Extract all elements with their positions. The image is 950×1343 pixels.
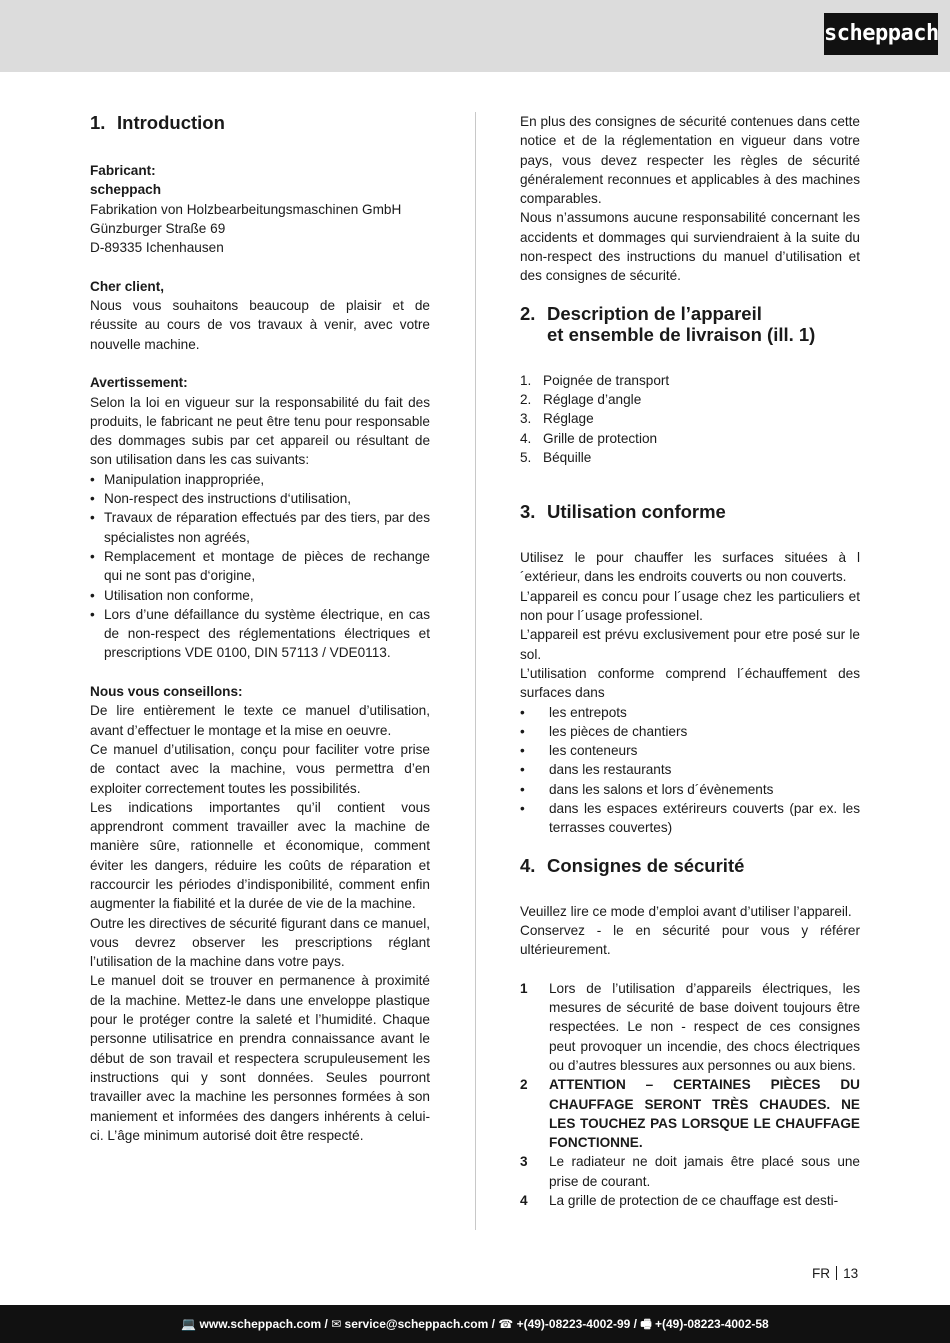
header-band xyxy=(0,0,950,72)
column-divider xyxy=(475,112,476,1230)
list-item: 3 Le radiateur ne doit jamais être placé sous une prise de courant. xyxy=(520,1154,860,1189)
section-2-heading: 2. Description de l’appareil et ensemble de livraison (ill. 1) xyxy=(520,302,816,345)
list-item: • Lors d’une défaillance du système électrique, en cas de non-respect des réglementations électriques et prescriptions VDE 0100, DIN 57113 / VDE0113. xyxy=(90,605,430,663)
warning-text: Selon la loi en vigueur sur la responsabilité du fait des produits, le fabricant ne peut être tenu pour responsable des dommages subis par cet appareil ou résultant de son utilisation dans les cas suivants: xyxy=(90,394,430,468)
list-item: • dans les restaurants xyxy=(520,760,860,779)
list-item: • Travaux de réparation effectués par des tiers, par des spécialistes non agréés, xyxy=(90,508,430,547)
warning-list xyxy=(90,470,430,663)
page-number-separator xyxy=(836,1266,837,1280)
page-number-value: 13 xyxy=(843,1266,859,1281)
list-item: 4. Grille de protection xyxy=(520,430,658,446)
list-item: • dans les salons et lors d´évènements xyxy=(520,780,860,799)
list-item: • Manipulation inappropriée, xyxy=(90,470,430,489)
list-item: • les entrepots xyxy=(520,703,860,722)
manufacturer-label: Fabricant: xyxy=(90,163,156,178)
usage-paragraph: L’appareil es concu pour l´usage chez les particuliers et non pour l´usage professionel. xyxy=(520,588,860,624)
list-item: • dans les espaces extérireurs couverts (par ex. les terrasses couvertes) xyxy=(520,799,860,838)
section-1-heading: 1. Introduction xyxy=(90,112,225,133)
section-4-heading: 4. Consignes de sécurité xyxy=(520,854,745,876)
list-item: 1. Poignée de transport xyxy=(520,372,670,388)
list-item: 2 ATTENTION – CERTAINES PIÈCES DU CHAUFFAGE SERONT TRÈS CHAUDES. NE LES TOUCHEZ PAS LORSQUE LE CHAUFFAGE FONCTIONNE. xyxy=(520,1077,860,1151)
address-line: Günzburger Straße 69 xyxy=(90,220,226,236)
usage-paragraph: L’utilisation conforme comprend l´échauffement des surfaces dans xyxy=(520,665,860,701)
intro-paragraph: En plus des consignes de sécurité contenues dans cette notice et de la réglementation en vigueur dans votre pays, vous devez respecter les règles de sécurité généralement reconnues et applicables à des machines comparables. xyxy=(520,114,860,207)
usage-list xyxy=(520,703,860,838)
list-item: 5. Béquille xyxy=(520,449,592,465)
right-column xyxy=(520,112,860,1210)
parts-list xyxy=(520,371,860,467)
page-number xyxy=(812,1266,858,1281)
client-text: Nous vous souhaitons beaucoup de plaisir et de réussite au cours de vos travaux à venir, avec votre nouvelle machine. xyxy=(90,298,430,352)
usage-paragraph: Utilisez le pour chauffer les surfaces situées à l´extérieur, dans les endroits couverts ou non couverts. xyxy=(520,550,860,585)
list-item: • Utilisation non conforme, xyxy=(90,586,430,605)
address-line: D-89335 Ichenhausen xyxy=(90,240,224,256)
list-item: • Non-respect des instructions d‘utilisation, xyxy=(90,489,430,508)
advice-paragraph: Les indications importantes qu’il contient vous apprendront comment travailler avec la machine de manière sûre, rationnelle et économique, comment éviter les dangers, réduire les coûts de réparation et raccourcir les périodes d’indisponibilité, comment enfin augmenter la fiabilité et la durée de vie de la machine. xyxy=(90,799,430,912)
safety-intro-paragraph: Conservez - le en sécurité pour vous y référer ultérieurement. xyxy=(520,922,860,958)
list-item: 1 Lors de l’utilisation d’appareils électriques, les mesures de sécurité de base doivent toujours être respectées. Le non - respect de ces consignes peut provoquer un incendie, des chocs électriques ou d’autres blessures aux personnes ou aux biens. xyxy=(520,980,860,1073)
advice-paragraph: Le manuel doit se trouver en permanence à proximité de la machine. Mettez-le dans une enveloppe plastique pour le protéger contre la saleté et l’humidité. Chaque personne utilisatrice en prendra connaissance avant le début de son travail et respectera scrupuleusement les instructions qui y sont données. Seules pourront travailler avec la machine les personnes formées à son maniement et informées des dangers inhérents à celui-ci. L’âge minimum autorisé doit être respecté. xyxy=(90,973,430,1143)
warning-label: Avertissement: xyxy=(90,375,188,391)
manufacturer-name: scheppach xyxy=(90,182,162,198)
list-item: 2. Réglage d’angle xyxy=(520,391,642,407)
intro-paragraph: Nous n’assumons aucune responsabilité concernant les accidents et dommages qui surviendraient à la suite du non-respect des instructions du manuel d’utilisation et des consignes de sécurité. xyxy=(520,210,860,284)
advice-paragraph: Ce manuel d’utilisation, conçu pour faciliter votre prise de contact avec la machine, vous permettra d’en exploiter correctement toutes les possibilités. xyxy=(90,741,430,796)
usage-paragraph: L’appareil est prévu exclusivement pour etre posé sur le sol. xyxy=(520,627,860,662)
page-lang: FR xyxy=(812,1266,831,1281)
list-item: • les conteneurs xyxy=(520,741,860,760)
list-item: 4 La grille de protection de ce chauffage est desti- xyxy=(520,1193,839,1209)
footer-contact-text: 💻 www.scheppach.com / ✉ service@scheppach.com / ☎ +(49)-08223-4002-99 / 🖷 +(49)-08223-4002-58 xyxy=(181,1317,769,1331)
safety-intro-paragraph: Veuillez lire ce mode d’emploi avant d’utiliser l’appareil. xyxy=(520,903,852,919)
advice-paragraph: De lire entièrement le texte ce manuel d’utilisation, avant d’effectuer le montage et la mise en oeuvre. xyxy=(90,703,430,738)
list-item: • Remplacement et montage de pièces de rechange qui ne sont pas d‘origine, xyxy=(90,547,430,586)
client-label: Cher client, xyxy=(90,278,165,294)
safety-list xyxy=(520,979,860,1211)
advice-label: Nous vous conseillons: xyxy=(90,684,243,700)
section-3-heading: 3. Utilisation conforme xyxy=(520,501,726,523)
footer-contact-bar xyxy=(0,1305,950,1343)
left-column xyxy=(90,112,430,1145)
address-line: Fabrikation von Holzbearbeitungsmaschinen GmbH xyxy=(90,201,402,217)
list-item: • les pièces de chantiers xyxy=(520,722,860,741)
list-item: 3. Réglage xyxy=(520,411,594,427)
scheppach-logo: scheppach xyxy=(824,13,938,55)
advice-paragraph: Outre les directives de sécurité figurant dans ce manuel, vous devrez observer les prescriptions réglant l’utilisation de la machine dans votre pays. xyxy=(90,915,430,970)
